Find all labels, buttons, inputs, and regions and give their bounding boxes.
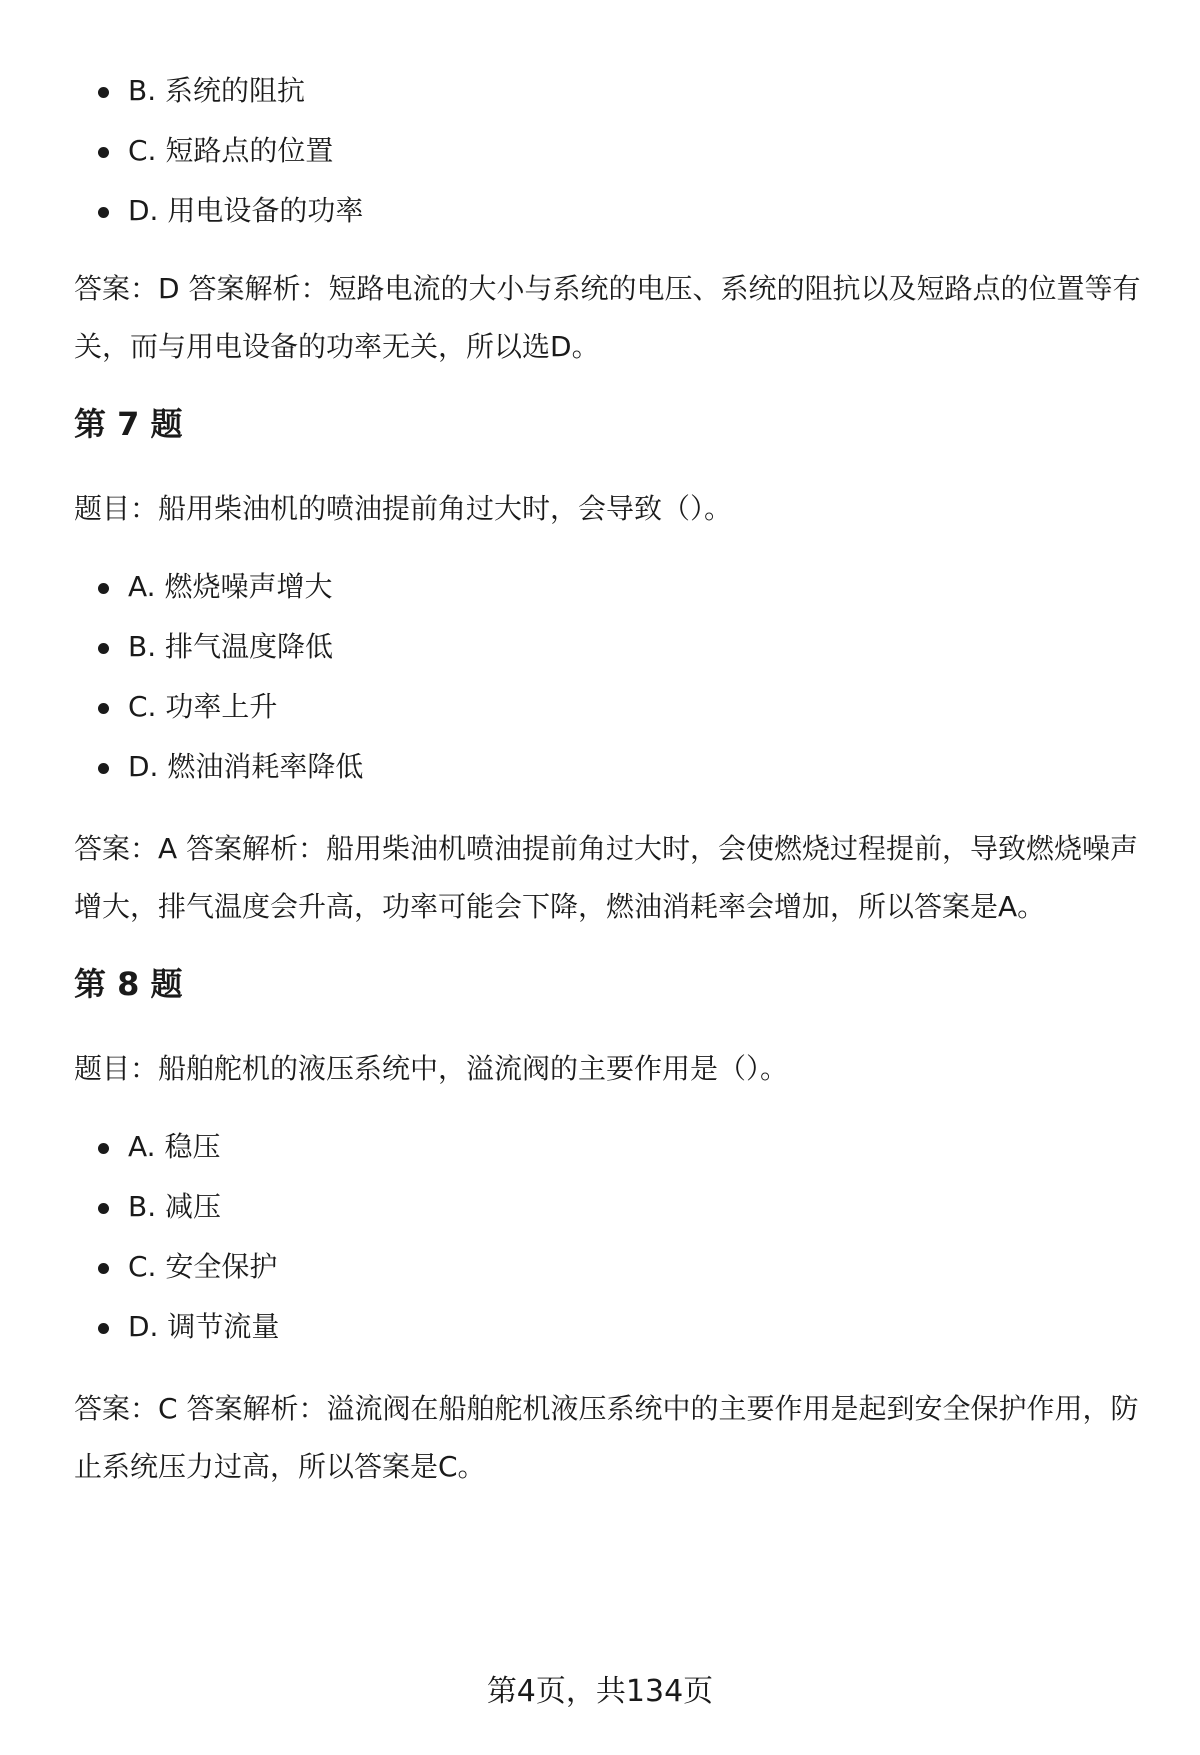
- question-8-text: 题目：船舶舵机的液压系统中，溢流阀的主要作用是（）。: [74, 1052, 789, 1085]
- question-7-options: [74, 568, 1154, 786]
- question-6: [74, 72, 1154, 376]
- option-b: B. 减压: [98, 1188, 1154, 1226]
- option-d: D. 用电设备的功率: [98, 192, 1154, 230]
- question-6-answer: 答案：D 答案解析：短路电流的大小与系统的电压、系统的阻抗以及短路点的位置等有关，而与用电设备的功率无关，所以选D。: [74, 272, 1141, 363]
- question-7: [74, 404, 1154, 936]
- option-a: A. 稳压: [98, 1128, 1154, 1166]
- question-6-options: [74, 72, 1154, 230]
- question-8-answer: 答案：C 答案解析：溢流阀在船舶舵机液压系统中的主要作用是起到安全保护作用，防止系统压力过高，所以答案是C。: [74, 1392, 1139, 1483]
- page-footer: 第4页，共134页: [486, 1674, 714, 1709]
- option-b: B. 排气温度降低: [98, 628, 1154, 666]
- option-d: D. 燃油消耗率降低: [98, 748, 1154, 786]
- question-7-heading: 第 7 题: [74, 405, 183, 443]
- question-7-answer: 答案：A 答案解析：船用柴油机喷油提前角过大时，会使燃烧过程提前，导致燃烧噪声增大，排气温度会升高，功率可能会下降，燃油消耗率会增加，所以答案是A。: [74, 832, 1139, 923]
- option-b: B. 系统的阻抗: [98, 72, 1154, 110]
- option-c: C. 功率上升: [98, 688, 1154, 726]
- question-8: [74, 964, 1154, 1496]
- question-8-options: [74, 1128, 1154, 1346]
- page-content: [74, 72, 1154, 1496]
- question-7-text: 题目：船用柴油机的喷油提前角过大时，会导致（）。: [74, 492, 733, 525]
- option-c: C. 安全保护: [98, 1248, 1154, 1286]
- question-8-heading: 第 8 题: [74, 965, 183, 1003]
- option-a: A. 燃烧噪声增大: [98, 568, 1154, 606]
- option-d: D. 调节流量: [98, 1308, 1154, 1346]
- option-c: C. 短路点的位置: [98, 132, 1154, 170]
